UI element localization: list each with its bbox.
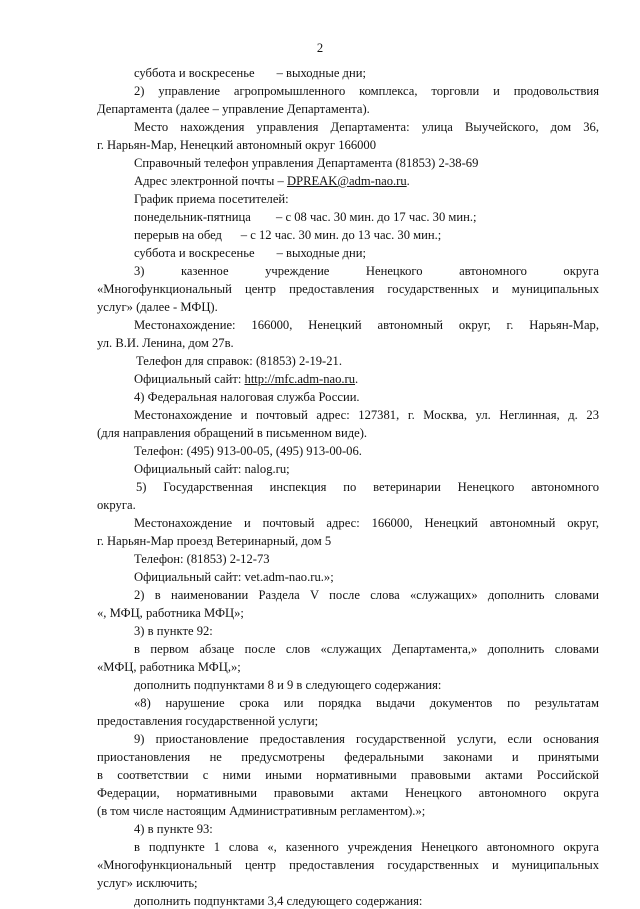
text-line: ул. В.И. Ленина, дом 27в. <box>97 336 234 350</box>
text-line: «МФЦ, работника МФЦ,»; <box>97 660 241 674</box>
text-line: (в том числе настоящим Административным регламентом).»; <box>97 804 426 818</box>
text-line: Телефон для справок: (81853) 2-19-21. <box>136 354 342 368</box>
text-line: «Многофункциональный центр предоставления государственных и муниципальных <box>97 858 599 872</box>
text-line: перерыв на обед – с 12 час. 30 мин. до 13 час. 30 мин.; <box>134 228 442 242</box>
text-line: 2) управление агропромышленного комплекса, торговли и продовольствия <box>134 84 599 98</box>
text-line: «8) нарушение срока или порядка выдачи документов по результатам <box>134 696 599 710</box>
text-line: 9) приостановление предоставления государственной услуги, если основания <box>134 732 599 746</box>
text-line: График приема посетителей: <box>134 192 289 206</box>
email-line <box>134 173 410 189</box>
text-line: Местонахождение и почтовый адрес: 166000, Ненецкий автономный округ, <box>134 516 599 530</box>
text-line: 4) Федеральная налоговая служба России. <box>134 390 360 404</box>
text-line: дополнить подпунктами 8 и 9 в следующего содержания: <box>134 678 442 692</box>
text-line: Федерации, нормативными правовыми актами Ненецкого автономного округа <box>97 786 599 800</box>
text-line: предоставления государственной услуги; <box>97 714 319 728</box>
email-link[interactable]: DPREAK@adm-nao.ru <box>286 174 407 188</box>
text-line: Местонахождение: 166000, Ненецкий автономный округ, г. Нарьян-Мар, <box>134 318 599 332</box>
text-line: понедельник-пятница – с 08 час. 30 мин. до 17 час. 30 мин.; <box>134 210 477 224</box>
text-line: (для направления обращений в письменном виде). <box>97 426 368 440</box>
text-line: г. Нарьян-Мар, Ненецкий автономный округ 166000 <box>97 138 377 152</box>
text-line: Телефон: (495) 913-00-05, (495) 913-00-06. <box>134 444 362 458</box>
website-label: Официальный сайт: <box>134 372 245 386</box>
text-line: Справочный телефон управления Департамента (81853) 2-38-69 <box>134 156 479 170</box>
text-line: Телефон: (81853) 2-12-73 <box>134 552 270 566</box>
punctuation: . <box>406 174 410 188</box>
text-line: 5) Государственная инспекция по ветеринарии Ненецкого автономного <box>136 480 599 494</box>
page-number: 2 <box>316 41 324 55</box>
text-line: округа. <box>97 498 136 512</box>
text-line: Местонахождение и почтовый адрес: 127381, г. Москва, ул. Неглинная, д. 23 <box>134 408 599 422</box>
text-line: суббота и воскресенье – выходные дни; <box>134 66 366 80</box>
website-line <box>134 371 358 387</box>
text-line: 4) в пункте 93: <box>134 822 213 836</box>
text-line: Официальный сайт: nalog.ru; <box>134 462 290 476</box>
email-label: Адрес электронной почты – <box>134 174 287 188</box>
text-line: дополнить подпунктами 3,4 следующего содержания: <box>134 894 423 908</box>
text-line: в первом абзаце после слов «служащих Департамента,» дополнить словами <box>134 642 599 656</box>
text-line: г. Нарьян-Мар проезд Ветеринарный, дом 5 <box>97 534 332 548</box>
text-line: «, МФЦ, работника МФЦ»; <box>97 606 244 620</box>
punctuation: . <box>355 372 359 386</box>
text-line: приостановления не предусмотрены федеральными законами и принятыми <box>97 750 599 764</box>
text-line: 3) казенное учреждение Ненецкого автономного округа <box>134 264 599 278</box>
text-line: в подпункте 1 слова «, казенного учреждения Ненецкого автономного округа <box>134 840 599 854</box>
text-line: 2) в наименовании Раздела V после слова «служащих» дополнить словами <box>134 588 599 602</box>
text-line: суббота и воскресенье – выходные дни; <box>134 246 366 260</box>
text-line: Место нахождения управления Департамента: улица Выучейского, дом 36, <box>134 120 599 134</box>
text-line: в соответствии с ними иными нормативными правовыми актами Российской <box>97 768 599 782</box>
website-link[interactable]: http://mfc.adm-nao.ru <box>244 372 356 386</box>
text-line: «Многофункциональный центр предоставления государственных и муниципальных <box>97 282 599 296</box>
text-line: Департамента (далее – управление Департамента). <box>97 102 370 116</box>
text-line: 3) в пункте 92: <box>134 624 213 638</box>
text-line: услуг» (далее - МФЦ). <box>97 300 218 314</box>
text-line: услуг» исключить; <box>97 876 198 890</box>
text-line: Официальный сайт: vet.adm-nao.ru.»; <box>134 570 334 584</box>
